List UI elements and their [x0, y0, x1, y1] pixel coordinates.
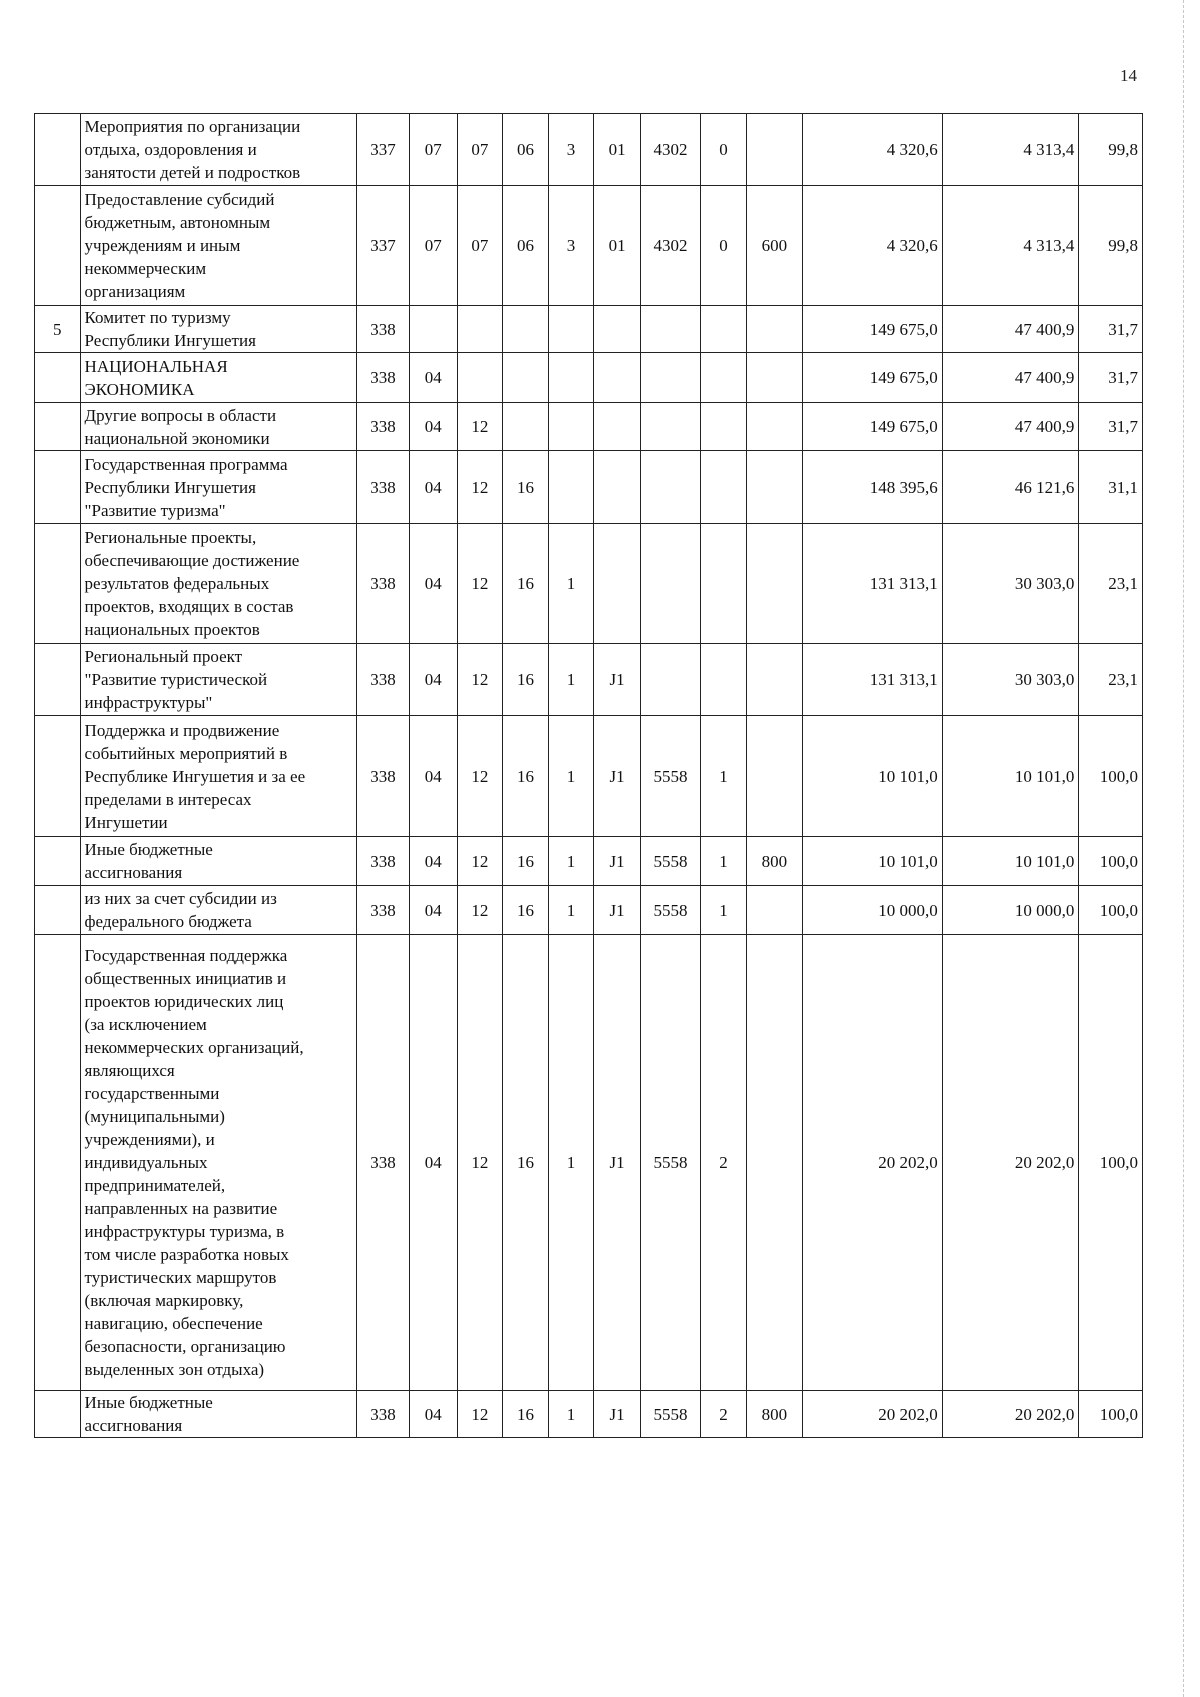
- code-sub-direction-cell: [701, 306, 747, 353]
- code-expense-type-cell: 800: [746, 1391, 802, 1438]
- code-subprogram-cell: 3: [548, 186, 594, 306]
- budget-table: [34, 113, 1143, 1438]
- code-program-cell: 16: [503, 1391, 549, 1438]
- code-gov-cell: 338: [357, 935, 410, 1391]
- code-project-cell: J1: [594, 644, 641, 716]
- row-name-cell: Иные бюджетные ассигнования: [80, 1391, 356, 1438]
- code-project-cell: [594, 306, 641, 353]
- row-number-cell: [35, 524, 81, 644]
- fact-amount-cell: 10 000,0: [942, 886, 1079, 935]
- code-direction-cell: 5558: [640, 886, 700, 935]
- code-subsection-cell: 12: [457, 1391, 503, 1438]
- plan-amount-cell: 10 000,0: [802, 886, 942, 935]
- code-gov-cell: 338: [357, 524, 410, 644]
- code-gov-cell: 338: [357, 353, 410, 403]
- table-row: [35, 403, 1143, 451]
- percent-cell: 100,0: [1079, 716, 1143, 837]
- row-name-cell: Комитет по туризму Республики Ингушетия: [80, 306, 356, 353]
- code-sub-direction-cell: [701, 353, 747, 403]
- fact-amount-cell: 30 303,0: [942, 524, 1079, 644]
- code-program-cell: 16: [503, 451, 549, 524]
- row-name-cell: Поддержка и продвижение событийных мероприятий в Республике Ингушетия и за ее пределами в интересах Ингушетии: [80, 716, 356, 837]
- code-direction-cell: [640, 403, 700, 451]
- code-program-cell: 16: [503, 644, 549, 716]
- code-section-cell: 04: [409, 403, 457, 451]
- percent-cell: 99,8: [1079, 186, 1143, 306]
- code-program-cell: [503, 353, 549, 403]
- code-project-cell: J1: [594, 935, 641, 1391]
- table-row: [35, 114, 1143, 186]
- code-sub-direction-cell: 2: [701, 1391, 747, 1438]
- row-number-cell: [35, 644, 81, 716]
- fact-amount-cell: 47 400,9: [942, 306, 1079, 353]
- code-expense-type-cell: [746, 886, 802, 935]
- code-project-cell: J1: [594, 716, 641, 837]
- code-subprogram-cell: 1: [548, 1391, 594, 1438]
- code-section-cell: 04: [409, 837, 457, 886]
- code-subsection-cell: 12: [457, 451, 503, 524]
- page-number: 14: [1120, 66, 1137, 85]
- code-sub-direction-cell: 0: [701, 114, 747, 186]
- percent-cell: 31,7: [1079, 353, 1143, 403]
- code-sub-direction-cell: 0: [701, 186, 747, 306]
- code-gov-cell: 337: [357, 114, 410, 186]
- code-project-cell: [594, 353, 641, 403]
- code-program-cell: 16: [503, 837, 549, 886]
- code-subsection-cell: 12: [457, 886, 503, 935]
- plan-amount-cell: 20 202,0: [802, 1391, 942, 1438]
- plan-amount-cell: 131 313,1: [802, 524, 942, 644]
- code-subprogram-cell: 1: [548, 837, 594, 886]
- percent-cell: 23,1: [1079, 644, 1143, 716]
- percent-cell: 100,0: [1079, 837, 1143, 886]
- code-expense-type-cell: [746, 114, 802, 186]
- code-section-cell: 04: [409, 451, 457, 524]
- code-expense-type-cell: [746, 451, 802, 524]
- code-direction-cell: 5558: [640, 935, 700, 1391]
- code-sub-direction-cell: [701, 524, 747, 644]
- fact-amount-cell: 47 400,9: [942, 403, 1079, 451]
- code-section-cell: [409, 306, 457, 353]
- code-gov-cell: 338: [357, 306, 410, 353]
- code-direction-cell: [640, 644, 700, 716]
- table-row: [35, 353, 1143, 403]
- fact-amount-cell: 4 313,4: [942, 114, 1079, 186]
- plan-amount-cell: 149 675,0: [802, 353, 942, 403]
- code-subsection-cell: 12: [457, 716, 503, 837]
- code-program-cell: 06: [503, 186, 549, 306]
- code-expense-type-cell: [746, 403, 802, 451]
- fact-amount-cell: 20 202,0: [942, 935, 1079, 1391]
- code-direction-cell: [640, 524, 700, 644]
- row-name-cell: Государственная поддержка общественных инициатив и проектов юридических лиц (за исключением некоммерческих организаций, являющихся государственными (муниципальными) учреждениями), и индивидуальных предпринимателей, направленных на развитие инфраструктуры туризма, в том числе разработка новых туристических маршрутов (включая маркировку, навигацию, обеспечение безопасности, организацию выделенных зон отдыха): [80, 935, 356, 1391]
- code-program-cell: 16: [503, 886, 549, 935]
- code-subprogram-cell: 1: [548, 886, 594, 935]
- row-number-cell: 5: [35, 306, 81, 353]
- code-section-cell: 07: [409, 186, 457, 306]
- plan-amount-cell: 148 395,6: [802, 451, 942, 524]
- code-expense-type-cell: [746, 353, 802, 403]
- code-project-cell: J1: [594, 1391, 641, 1438]
- row-name-cell: Иные бюджетные ассигнования: [80, 837, 356, 886]
- code-section-cell: 04: [409, 644, 457, 716]
- code-gov-cell: 338: [357, 451, 410, 524]
- row-name-cell: Мероприятия по организации отдыха, оздоровления и занятости детей и подростков: [80, 114, 356, 186]
- code-program-cell: [503, 306, 549, 353]
- code-section-cell: 04: [409, 1391, 457, 1438]
- plan-amount-cell: 131 313,1: [802, 644, 942, 716]
- code-direction-cell: 5558: [640, 837, 700, 886]
- fact-amount-cell: 30 303,0: [942, 644, 1079, 716]
- code-subprogram-cell: 1: [548, 935, 594, 1391]
- code-project-cell: J1: [594, 886, 641, 935]
- table-row: [35, 186, 1143, 306]
- plan-amount-cell: 10 101,0: [802, 716, 942, 837]
- code-expense-type-cell: [746, 644, 802, 716]
- row-name-cell: Региональный проект "Развитие туристической инфраструктуры": [80, 644, 356, 716]
- plan-amount-cell: 20 202,0: [802, 935, 942, 1391]
- row-name-cell: из них за счет субсидии из федерального бюджета: [80, 886, 356, 935]
- code-expense-type-cell: [746, 716, 802, 837]
- row-name-cell: Другие вопросы в области национальной экономики: [80, 403, 356, 451]
- code-subsection-cell: 12: [457, 644, 503, 716]
- percent-cell: 100,0: [1079, 935, 1143, 1391]
- row-number-cell: [35, 716, 81, 837]
- row-number-cell: [35, 114, 81, 186]
- table-row: [35, 524, 1143, 644]
- row-number-cell: [35, 403, 81, 451]
- code-subprogram-cell: [548, 403, 594, 451]
- code-subprogram-cell: 1: [548, 644, 594, 716]
- code-subsection-cell: 07: [457, 186, 503, 306]
- code-expense-type-cell: [746, 306, 802, 353]
- code-program-cell: [503, 403, 549, 451]
- table-row: [35, 837, 1143, 886]
- code-section-cell: 04: [409, 524, 457, 644]
- plan-amount-cell: 4 320,6: [802, 114, 942, 186]
- code-section-cell: 04: [409, 353, 457, 403]
- code-project-cell: 01: [594, 186, 641, 306]
- code-sub-direction-cell: [701, 644, 747, 716]
- code-project-cell: [594, 451, 641, 524]
- percent-cell: 31,7: [1079, 403, 1143, 451]
- code-subsection-cell: [457, 353, 503, 403]
- fact-amount-cell: 20 202,0: [942, 1391, 1079, 1438]
- fact-amount-cell: 47 400,9: [942, 353, 1079, 403]
- code-section-cell: 04: [409, 886, 457, 935]
- code-gov-cell: 338: [357, 886, 410, 935]
- code-direction-cell: 4302: [640, 186, 700, 306]
- code-sub-direction-cell: [701, 451, 747, 524]
- row-number-cell: [35, 186, 81, 306]
- plan-amount-cell: 149 675,0: [802, 306, 942, 353]
- code-expense-type-cell: [746, 524, 802, 644]
- code-gov-cell: 338: [357, 716, 410, 837]
- row-name-cell: Государственная программа Республики Ингушетия "Развитие туризма": [80, 451, 356, 524]
- row-number-cell: [35, 886, 81, 935]
- code-expense-type-cell: 600: [746, 186, 802, 306]
- table-row: [35, 935, 1143, 1391]
- code-direction-cell: 5558: [640, 1391, 700, 1438]
- table-row: [35, 886, 1143, 935]
- percent-cell: 31,7: [1079, 306, 1143, 353]
- table-row: [35, 451, 1143, 524]
- table-row: [35, 644, 1143, 716]
- percent-cell: 99,8: [1079, 114, 1143, 186]
- table-row: [35, 716, 1143, 837]
- code-subprogram-cell: [548, 451, 594, 524]
- code-subsection-cell: 12: [457, 403, 503, 451]
- row-number-cell: [35, 353, 81, 403]
- code-gov-cell: 338: [357, 644, 410, 716]
- code-subprogram-cell: [548, 306, 594, 353]
- table-body: [35, 114, 1143, 1438]
- code-expense-type-cell: 800: [746, 837, 802, 886]
- code-sub-direction-cell: 2: [701, 935, 747, 1391]
- fact-amount-cell: 10 101,0: [942, 837, 1079, 886]
- row-number-cell: [35, 451, 81, 524]
- row-number-cell: [35, 935, 81, 1391]
- code-subsection-cell: 07: [457, 114, 503, 186]
- plan-amount-cell: 4 320,6: [802, 186, 942, 306]
- row-number-cell: [35, 1391, 81, 1438]
- table-row: [35, 1391, 1143, 1438]
- code-section-cell: 07: [409, 114, 457, 186]
- code-program-cell: 16: [503, 716, 549, 837]
- code-direction-cell: 5558: [640, 716, 700, 837]
- plan-amount-cell: 149 675,0: [802, 403, 942, 451]
- code-direction-cell: 4302: [640, 114, 700, 186]
- fact-amount-cell: 10 101,0: [942, 716, 1079, 837]
- code-section-cell: 04: [409, 935, 457, 1391]
- code-gov-cell: 338: [357, 403, 410, 451]
- plan-amount-cell: 10 101,0: [802, 837, 942, 886]
- code-direction-cell: [640, 353, 700, 403]
- code-program-cell: 16: [503, 935, 549, 1391]
- code-direction-cell: [640, 451, 700, 524]
- fact-amount-cell: 4 313,4: [942, 186, 1079, 306]
- percent-cell: 100,0: [1079, 886, 1143, 935]
- code-project-cell: [594, 524, 641, 644]
- code-sub-direction-cell: 1: [701, 716, 747, 837]
- code-gov-cell: 337: [357, 186, 410, 306]
- percent-cell: 23,1: [1079, 524, 1143, 644]
- code-subprogram-cell: 1: [548, 524, 594, 644]
- code-sub-direction-cell: [701, 403, 747, 451]
- code-subsection-cell: [457, 306, 503, 353]
- code-gov-cell: 338: [357, 837, 410, 886]
- code-section-cell: 04: [409, 716, 457, 837]
- fact-amount-cell: 46 121,6: [942, 451, 1079, 524]
- code-subprogram-cell: 1: [548, 716, 594, 837]
- table-row: [35, 306, 1143, 353]
- code-project-cell: 01: [594, 114, 641, 186]
- code-subprogram-cell: [548, 353, 594, 403]
- code-subsection-cell: 12: [457, 935, 503, 1391]
- row-name-cell: Предоставление субсидий бюджетным, автономным учреждениям и иным некоммерческим организациям: [80, 186, 356, 306]
- code-expense-type-cell: [746, 935, 802, 1391]
- percent-cell: 31,1: [1079, 451, 1143, 524]
- code-program-cell: 16: [503, 524, 549, 644]
- code-sub-direction-cell: 1: [701, 886, 747, 935]
- code-project-cell: J1: [594, 837, 641, 886]
- percent-cell: 100,0: [1079, 1391, 1143, 1438]
- code-subsection-cell: 12: [457, 837, 503, 886]
- code-subprogram-cell: 3: [548, 114, 594, 186]
- row-number-cell: [35, 837, 81, 886]
- code-program-cell: 06: [503, 114, 549, 186]
- row-name-cell: Региональные проекты, обеспечивающие достижение результатов федеральных проектов, входящих в состав национальных проектов: [80, 524, 356, 644]
- code-gov-cell: 338: [357, 1391, 410, 1438]
- code-direction-cell: [640, 306, 700, 353]
- code-sub-direction-cell: 1: [701, 837, 747, 886]
- code-subsection-cell: 12: [457, 524, 503, 644]
- scan-edge-line: [1183, 0, 1184, 1697]
- row-name-cell: НАЦИОНАЛЬНАЯ ЭКОНОМИКА: [80, 353, 356, 403]
- code-project-cell: [594, 403, 641, 451]
